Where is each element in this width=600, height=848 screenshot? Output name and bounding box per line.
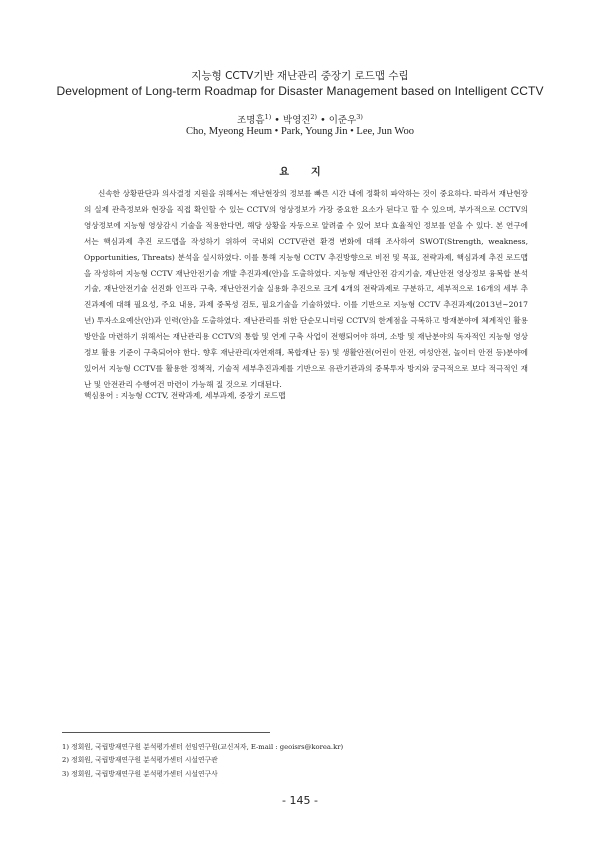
author-3-name: 이준우 <box>328 115 357 126</box>
abstract-paragraph: 신속한 상황판단과 의사결정 지원을 위해서는 재난현장의 정보를 빠른 시간 내에 정확히 파악하는 것이 중요하다. 따라서 재난현장의 실제 관측정보와 현장을 직접 확인할 수 있는 CCTV의 영상정보가 가장 중요한 요소가 된다고 할 수 있으며, 부가적으로 CCTV의 영상정보에 지능형 영상감시 기술을 적용한다면, 해당 상황을 자동으로 알려줄 수 있어 보다 효율적인 정보를 얻을 수 있다. 본 연구에서는 핵심과제 추진 로드맵을 작성하기 위하여 국내외 CCTV관련 환경 변화에 대해 조사하여 SWOT(Strength, weakness, Opportunities, Threats) 분석을 실시하였다. 이를 통해 지능형 CCTV 추진방향으로 비전 및 목표, 전략과제, 핵심과제 추진 로드맵을 작성하여 지능형 CCTV 재난안전기술 개발 추진과제(안)을 도출하였다. 지능형 재난안전 감지기술, 재난안전 영상정보 융복합 분석기술, 재난안전기술 선진화 인프라 구축, 재난안전기술 실용화 추진으로 크게 4개의 전략과제로 구분하고, 세부적으로 16개의 세부 추진과제에 대해 필요성, 주요 내용, 과제 중복성 검토, 필요기술을 기술하였다. 이를 기반으로 지능형 CCTV 추진과제(2013년~2017년) 투자소요예산(안)과 인력(안)을 도출하였다. 재난관리를 위한 단순모니터링 CCTV의 한계점을 극복하고 방재분야에 체계적인 활용 방안을 마련하기 위해서는 재난관리용 CCTV의 통합 및 연계 구축 사업이 전행되어야 하며, 소방 및 재난분야의 독자적인 지능형 영상정보 활용 기준이 구축되어야 한다. 향후 재난관리(자연재해, 복합재난 등) 및 생활안전(어린이 안전, 여성안전, 놀이터 안전 등)분야에 있어서 지능형 CCTV를 활용한 정책적, 기술적 세부추진과제를 기반으로 유관기관과의 중복투자 방지와 궁극적으로 보다 적극적인 재난 및 안전관리 수행여건 마련이 가능해 질 것으로 기대된다. <box>84 189 528 389</box>
author-2-name: 박영진 <box>282 115 311 126</box>
author-separator: • <box>317 115 329 126</box>
author-separator: • <box>271 115 283 126</box>
author-3-footnote-mark: 3) <box>356 112 363 121</box>
footnote-divider <box>62 732 270 733</box>
footnote-item: 3) 정회원, 국립방재연구원 분석평가센터 시설연구사 <box>62 769 218 778</box>
footnote-item: 1) 정회원, 국립방재연구원 분석평가센터 선임연구원(교신저자, E-mail : geoisrs@korea.kr) <box>62 743 344 751</box>
paper-title-english: Development of Long-term Roadmap for Disaster Management based on Intelligent CCTV <box>56 84 544 98</box>
footnote-item: 2) 정회원, 국립방재연구원 분석평가센터 시설연구관 <box>62 756 218 765</box>
abstract-body <box>84 186 528 393</box>
page-number: - 145 - <box>282 794 318 807</box>
footnotes <box>62 741 343 781</box>
author-1-footnote-mark: 1) <box>264 112 272 121</box>
author-1-name: 조명흠 <box>237 115 265 126</box>
paper-title-korean: 지능형 CCTV기반 재난관리 중장기 로드맵 수립 <box>191 70 409 82</box>
authors-english: Cho, Myeong Heum • Park, Young Jin • Lee, Jun Woo <box>186 126 414 137</box>
author-2-footnote-mark: 2) <box>310 112 318 121</box>
abstract-heading: 요지 <box>279 167 343 178</box>
authors-korean <box>0 112 600 126</box>
keywords-line: 핵심용어 : 지능형 CCTV, 전략과제, 세부과제, 중장기 로드맵 <box>84 391 286 400</box>
